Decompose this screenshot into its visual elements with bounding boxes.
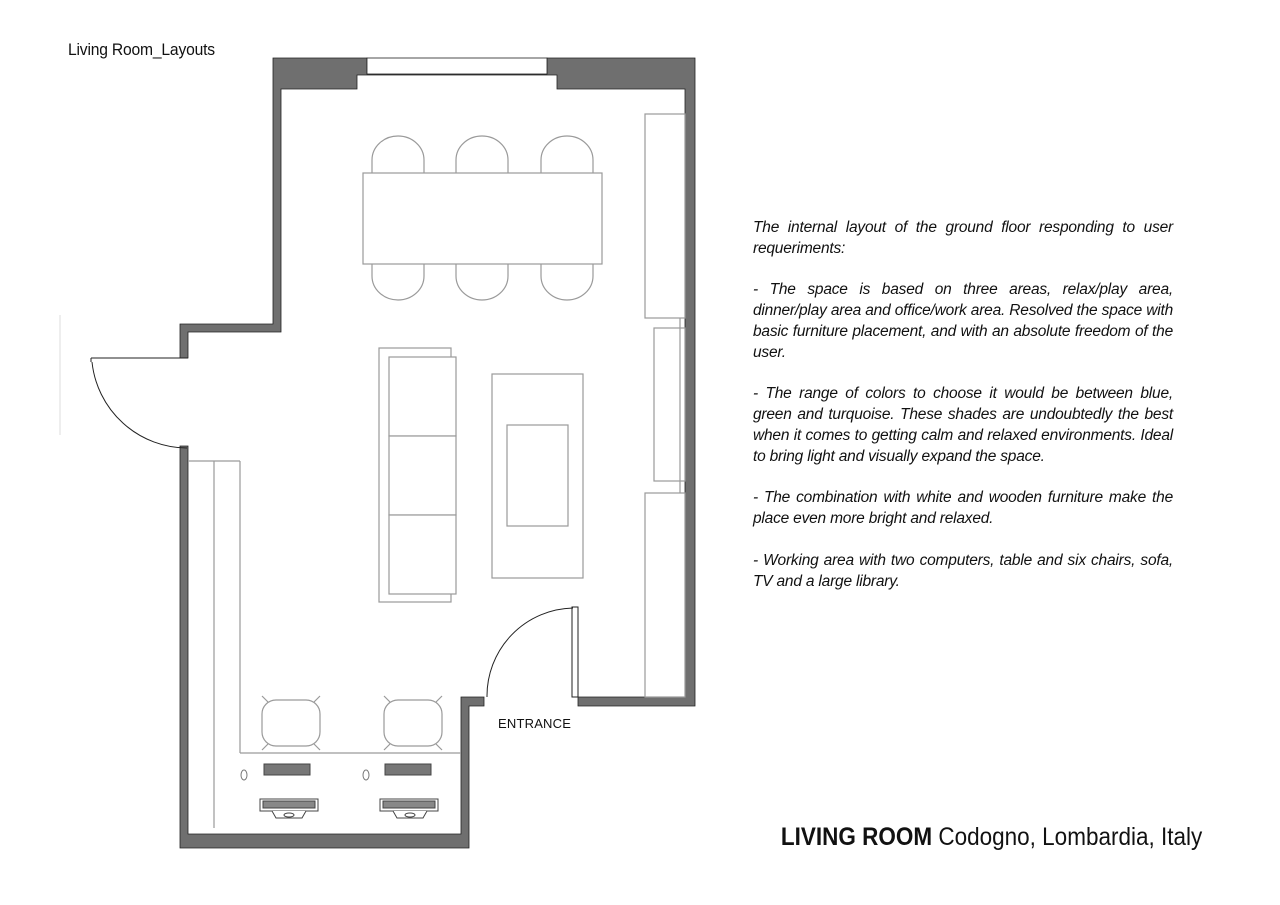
computer-left (241, 764, 318, 818)
description-paragraph: The internal layout of the ground floor responding to user requeriments: (753, 219, 1173, 257)
page-label: Living Room_Layouts (68, 40, 215, 59)
footer-location: Codogno, Lombardia, Italy (938, 823, 1202, 851)
coffee-table (492, 374, 583, 578)
chair (541, 136, 593, 173)
chair (456, 264, 508, 300)
chair (372, 136, 424, 173)
dining-set (363, 136, 602, 300)
chair (372, 264, 424, 300)
entrance-label: ENTRANCE (498, 716, 572, 731)
computer-right (363, 764, 438, 818)
sofa (379, 348, 456, 602)
library-shelves (645, 114, 685, 697)
footer-title: LIVING ROOM (780, 823, 932, 851)
description-text (753, 218, 1173, 613)
side-door (91, 358, 188, 448)
window (367, 58, 547, 74)
description-paragraph: - The range of colors to choose it would be between blue, green and turquoise. These shades are undoubtedly the best when it comes to getting calm and relaxed environments. Ideal to bring light and visually expand the space. (753, 385, 1173, 465)
description-paragraph: - The space is based on three areas, relax/play area, dinner/play area and office/work area. Resolved the space with basic furniture placement, and with an absolute freedom of the user. (753, 281, 1173, 361)
chair (541, 264, 593, 300)
dining-table (363, 173, 602, 264)
chair (456, 136, 508, 173)
description-paragraph: - The combination with white and wooden furniture make the place even more bright and relaxed. (753, 489, 1173, 528)
office-chairs (262, 696, 442, 750)
footer-caption (781, 823, 1202, 852)
description-paragraph: - Working area with two computers, table and six chairs, sofa, TV and a large library. (753, 551, 1173, 590)
entrance-door (487, 607, 578, 697)
